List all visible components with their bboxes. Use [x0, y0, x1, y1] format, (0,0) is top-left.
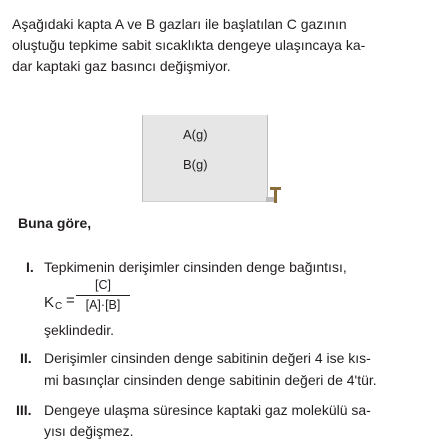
statement-2-line-1: Derişimler cinsinden denge sabitinin değeri 4 ise kıs- [44, 350, 371, 366]
kc-symbol: K [44, 294, 55, 311]
equals-sign: = [66, 292, 75, 309]
kc-subscript: C [55, 301, 63, 312]
fraction-bar [76, 295, 130, 296]
statement-1-text: Tepkimenin derişimler cinsinden denge bağıntısı, [44, 259, 347, 275]
statement-3-line-2: yısı değişmez. [44, 423, 134, 439]
gas-b-label: B(g) [183, 157, 208, 172]
fraction-denominator: [A]·[B] [85, 298, 121, 312]
valve-icon [266, 185, 284, 205]
equilibrium-fraction [76, 278, 130, 313]
prompt-heading: Buna göre, [18, 215, 92, 231]
stem-line-1: Aşağıdaki kapta A ve B gazları ile başlatılan C gazının [12, 16, 347, 32]
statement-1-conclusion: şeklindedir. [44, 322, 115, 338]
question-stem [12, 14, 365, 77]
gas-a-label: A(g) [183, 127, 208, 142]
statement-1-numeral: I. [26, 259, 34, 275]
fraction-numerator: [C] [95, 278, 111, 292]
statement-3-line-1: Dengeye ulaşma süresince kaptaki gaz molekülü sa- [44, 402, 371, 418]
statement-3-numeral: III. [16, 402, 32, 418]
statement-2-numeral: II. [20, 350, 32, 366]
statement-2-line-2: mi basınçlar cinsinden denge sabitinin değeri de 4'tür. [44, 372, 377, 388]
stem-line-3: dar kaptaki gaz basıncı değişmiyor. [12, 58, 231, 74]
stem-line-2: oluştuğu tepkime sabit sıcaklıkta dengeye ulaşıncaya ka- [12, 37, 366, 53]
